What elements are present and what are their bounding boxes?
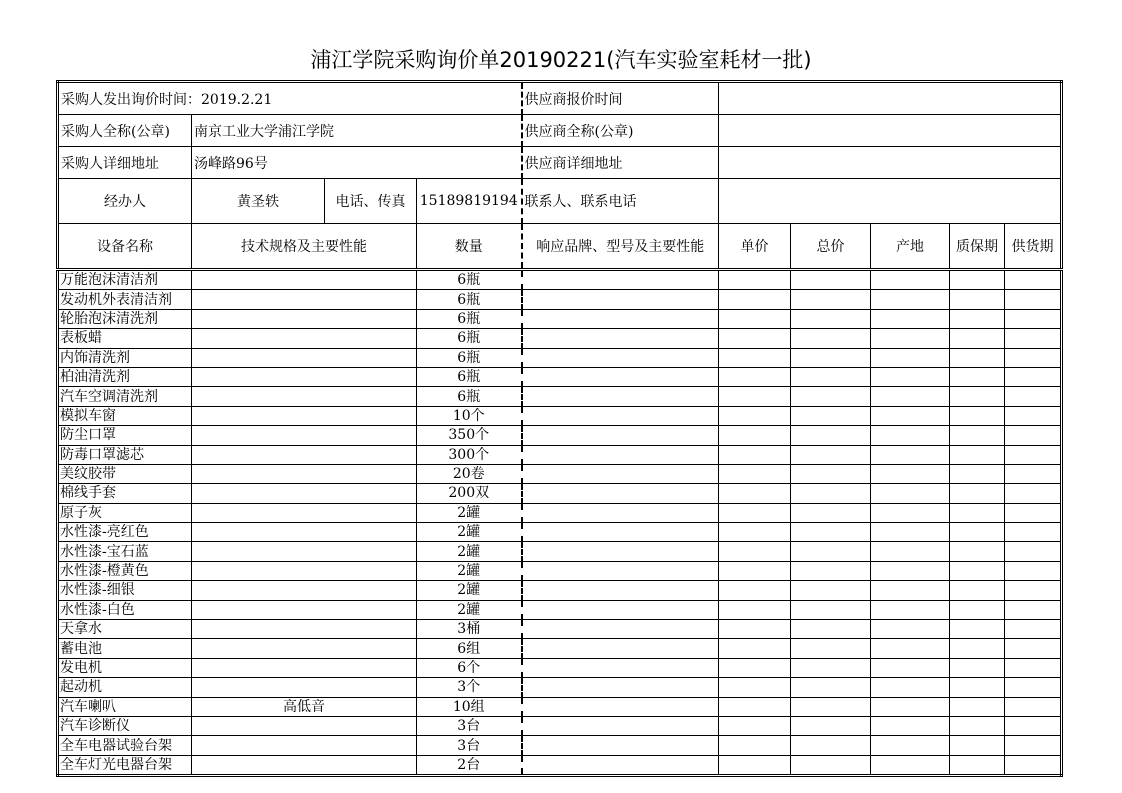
item-total-price-input[interactable]	[791, 484, 871, 503]
table-row	[58, 503, 1062, 522]
item-spec: 高低音	[192, 697, 417, 716]
supplier-name-value[interactable]	[719, 115, 1062, 147]
item-origin-input[interactable]	[871, 755, 950, 775]
item-origin-input[interactable]	[871, 581, 950, 600]
table-row	[58, 561, 1062, 580]
item-name: 蓄电池	[58, 639, 192, 658]
item-delivery-input[interactable]	[1005, 484, 1062, 503]
item-warranty-input[interactable]	[950, 581, 1005, 600]
item-delivery-input[interactable]	[1005, 348, 1062, 367]
table-row	[58, 387, 1062, 406]
contact-label: 联系人、联系电话	[522, 179, 719, 224]
item-origin-input[interactable]	[871, 523, 950, 542]
item-total-price-input[interactable]	[791, 581, 871, 600]
item-warranty-input[interactable]	[950, 755, 1005, 775]
table-row	[58, 600, 1062, 619]
item-brand-input[interactable]	[522, 406, 719, 425]
col-origin: 产地	[871, 224, 950, 270]
item-unit-price-input[interactable]	[719, 600, 791, 619]
item-delivery-input[interactable]	[1005, 581, 1062, 600]
item-name: 水性漆-橙黄色	[58, 561, 192, 580]
table-row	[58, 445, 1062, 464]
item-unit-price-input[interactable]	[719, 620, 791, 639]
item-warranty-input[interactable]	[950, 639, 1005, 658]
item-warranty-input[interactable]	[950, 387, 1005, 406]
item-qty: 2罐	[417, 581, 522, 600]
item-origin-input[interactable]	[871, 678, 950, 697]
item-total-price-input[interactable]	[791, 697, 871, 716]
item-total-price-input[interactable]	[791, 464, 871, 483]
header-row-name	[58, 115, 1062, 147]
item-total-price-input[interactable]	[791, 290, 871, 309]
item-origin-input[interactable]	[871, 620, 950, 639]
item-name: 表板蜡	[58, 329, 192, 348]
item-total-price-input[interactable]	[791, 503, 871, 522]
header-row-address	[58, 147, 1062, 179]
item-unit-price-input[interactable]	[719, 755, 791, 775]
item-delivery-input[interactable]	[1005, 406, 1062, 425]
item-warranty-input[interactable]	[950, 503, 1005, 522]
item-spec	[192, 678, 417, 697]
item-delivery-input[interactable]	[1005, 658, 1062, 677]
item-warranty-input[interactable]	[950, 716, 1005, 735]
item-name: 棉线手套	[58, 484, 192, 503]
buyer-address-label: 采购人详细地址	[58, 147, 192, 179]
item-origin-input[interactable]	[871, 367, 950, 386]
item-name: 汽车喇叭	[58, 697, 192, 716]
item-delivery-input[interactable]	[1005, 367, 1062, 386]
item-origin-input[interactable]	[871, 697, 950, 716]
item-delivery-input[interactable]	[1005, 464, 1062, 483]
item-qty: 10个	[417, 406, 522, 425]
item-qty: 2台	[417, 755, 522, 775]
item-total-price-input[interactable]	[791, 367, 871, 386]
item-delivery-input[interactable]	[1005, 503, 1062, 522]
table-row	[58, 523, 1062, 542]
item-brand-input[interactable]	[522, 329, 719, 348]
page-title: 浦江学院采购询价单20190221(汽车实验室耗材一批)	[310, 48, 812, 72]
item-qty: 6瓶	[417, 309, 522, 328]
item-unit-price-input[interactable]	[719, 445, 791, 464]
item-unit-price-input[interactable]	[719, 503, 791, 522]
item-origin-input[interactable]	[871, 639, 950, 658]
item-qty: 3台	[417, 736, 522, 755]
item-spec	[192, 542, 417, 561]
item-warranty-input[interactable]	[950, 290, 1005, 309]
table-row	[58, 658, 1062, 677]
supplier-name-label: 供应商全称(公章)	[522, 115, 719, 147]
col-qty: 数量	[417, 224, 522, 270]
item-name: 防毒口罩滤芯	[58, 445, 192, 464]
item-origin-input[interactable]	[871, 270, 950, 290]
item-delivery-input[interactable]	[1005, 445, 1062, 464]
handler-label: 经办人	[58, 179, 192, 224]
item-total-price-input[interactable]	[791, 426, 871, 445]
item-unit-price-input[interactable]	[719, 329, 791, 348]
item-qty: 3台	[417, 716, 522, 735]
item-delivery-input[interactable]	[1005, 561, 1062, 580]
item-spec	[192, 309, 417, 328]
item-name: 水性漆-白色	[58, 600, 192, 619]
item-qty: 6瓶	[417, 270, 522, 290]
item-delivery-input[interactable]	[1005, 716, 1062, 735]
item-total-price-input[interactable]	[791, 639, 871, 658]
item-spec	[192, 484, 417, 503]
item-warranty-input[interactable]	[950, 620, 1005, 639]
col-name: 设备名称	[58, 224, 192, 270]
item-origin-input[interactable]	[871, 387, 950, 406]
item-brand-input[interactable]	[522, 697, 719, 716]
item-name: 万能泡沫清洁剂	[58, 270, 192, 290]
issue-time-label: 采购人发出询价时间：2019.2.21	[58, 82, 522, 115]
item-origin-input[interactable]	[871, 484, 950, 503]
item-total-price-input[interactable]	[791, 620, 871, 639]
item-warranty-input[interactable]	[950, 367, 1005, 386]
item-brand-input[interactable]	[522, 561, 719, 580]
table-row	[58, 348, 1062, 367]
item-origin-input[interactable]	[871, 716, 950, 735]
table-row	[58, 755, 1062, 775]
item-total-price-input[interactable]	[791, 406, 871, 425]
item-warranty-input[interactable]	[950, 426, 1005, 445]
table-row	[58, 542, 1062, 561]
item-delivery-input[interactable]	[1005, 697, 1062, 716]
item-brand-input[interactable]	[522, 755, 719, 775]
header-row-contact	[58, 179, 1062, 224]
supplier-address-value[interactable]	[719, 147, 1062, 179]
item-brand-input[interactable]	[522, 678, 719, 697]
phone-value: 15189819194	[417, 179, 522, 224]
item-warranty-input[interactable]	[950, 542, 1005, 561]
item-name: 轮胎泡沫清洗剂	[58, 309, 192, 328]
item-origin-input[interactable]	[871, 542, 950, 561]
item-unit-price-input[interactable]	[719, 716, 791, 735]
item-origin-input[interactable]	[871, 290, 950, 309]
item-spec	[192, 348, 417, 367]
item-name: 模拟车窗	[58, 406, 192, 425]
item-qty: 3桶	[417, 620, 522, 639]
item-total-price-input[interactable]	[791, 561, 871, 580]
item-qty: 2罐	[417, 503, 522, 522]
item-warranty-input[interactable]	[950, 697, 1005, 716]
item-origin-input[interactable]	[871, 658, 950, 677]
col-spec: 技术规格及主要性能	[192, 224, 417, 270]
item-brand-input[interactable]	[522, 348, 719, 367]
col-delivery: 供货期	[1005, 224, 1062, 270]
item-qty: 350个	[417, 426, 522, 445]
item-name: 汽车诊断仪	[58, 716, 192, 735]
table-row	[58, 716, 1062, 735]
item-origin-input[interactable]	[871, 561, 950, 580]
item-brand-input[interactable]	[522, 581, 719, 600]
item-warranty-input[interactable]	[950, 445, 1005, 464]
table-row	[58, 426, 1062, 445]
item-unit-price-input[interactable]	[719, 484, 791, 503]
item-total-price-input[interactable]	[791, 600, 871, 619]
item-origin-input[interactable]	[871, 348, 950, 367]
item-unit-price-input[interactable]	[719, 309, 791, 328]
buyer-name-value: 南京工业大学浦江学院	[192, 115, 522, 147]
item-delivery-input[interactable]	[1005, 639, 1062, 658]
item-brand-input[interactable]	[522, 387, 719, 406]
item-brand-input[interactable]	[522, 600, 719, 619]
item-qty: 6瓶	[417, 367, 522, 386]
item-name: 美纹胶带	[58, 464, 192, 483]
item-qty: 200双	[417, 484, 522, 503]
item-spec	[192, 620, 417, 639]
item-name: 发动机外表清洁剂	[58, 290, 192, 309]
item-brand-input[interactable]	[522, 658, 719, 677]
item-spec	[192, 464, 417, 483]
inquiry-table	[56, 80, 1063, 777]
item-origin-input[interactable]	[871, 736, 950, 755]
item-unit-price-input[interactable]	[719, 581, 791, 600]
item-total-price-input[interactable]	[791, 329, 871, 348]
item-qty: 6个	[417, 658, 522, 677]
item-spec	[192, 387, 417, 406]
item-total-price-input[interactable]	[791, 716, 871, 735]
item-name: 原子灰	[58, 503, 192, 522]
table-row	[58, 620, 1062, 639]
item-spec	[192, 523, 417, 542]
item-unit-price-input[interactable]	[719, 561, 791, 580]
table-row	[58, 639, 1062, 658]
table-row	[58, 581, 1062, 600]
item-unit-price-input[interactable]	[719, 348, 791, 367]
item-delivery-input[interactable]	[1005, 620, 1062, 639]
item-total-price-input[interactable]	[791, 445, 871, 464]
item-unit-price-input[interactable]	[719, 387, 791, 406]
item-warranty-input[interactable]	[950, 600, 1005, 619]
item-qty: 3个	[417, 678, 522, 697]
item-name: 水性漆-宝石蓝	[58, 542, 192, 561]
item-total-price-input[interactable]	[791, 755, 871, 775]
item-spec	[192, 581, 417, 600]
item-total-price-input[interactable]	[791, 309, 871, 328]
item-spec	[192, 755, 417, 775]
item-brand-input[interactable]	[522, 523, 719, 542]
item-spec	[192, 503, 417, 522]
item-unit-price-input[interactable]	[719, 523, 791, 542]
item-spec	[192, 329, 417, 348]
header-row-issue-time	[58, 82, 1062, 115]
item-name: 柏油清洗剂	[58, 367, 192, 386]
col-total-price: 总价	[791, 224, 871, 270]
item-name: 起动机	[58, 678, 192, 697]
item-brand-input[interactable]	[522, 445, 719, 464]
item-qty: 2罐	[417, 561, 522, 580]
item-delivery-input[interactable]	[1005, 309, 1062, 328]
item-brand-input[interactable]	[522, 639, 719, 658]
item-brand-input[interactable]	[522, 716, 719, 735]
table-row	[58, 270, 1062, 290]
item-brand-input[interactable]	[522, 426, 719, 445]
item-unit-price-input[interactable]	[719, 290, 791, 309]
buyer-address-value: 汤峰路96号	[192, 147, 522, 179]
col-warranty: 质保期	[950, 224, 1005, 270]
item-delivery-input[interactable]	[1005, 600, 1062, 619]
item-total-price-input[interactable]	[791, 542, 871, 561]
item-qty: 6瓶	[417, 387, 522, 406]
item-spec	[192, 270, 417, 290]
contact-value[interactable]	[719, 179, 1062, 224]
item-name: 全车电器试验台架	[58, 736, 192, 755]
item-unit-price-input[interactable]	[719, 406, 791, 425]
item-origin-input[interactable]	[871, 309, 950, 328]
item-unit-price-input[interactable]	[719, 697, 791, 716]
item-brand-input[interactable]	[522, 620, 719, 639]
item-brand-input[interactable]	[522, 464, 719, 483]
item-origin-input[interactable]	[871, 464, 950, 483]
table-row	[58, 406, 1062, 425]
supplier-quote-time-value[interactable]	[719, 82, 1062, 115]
item-qty: 6组	[417, 639, 522, 658]
phone-label: 电话、传真	[325, 179, 417, 224]
item-name: 防尘口罩	[58, 426, 192, 445]
item-unit-price-input[interactable]	[719, 270, 791, 290]
item-warranty-input[interactable]	[950, 484, 1005, 503]
item-warranty-input[interactable]	[950, 678, 1005, 697]
item-qty: 300个	[417, 445, 522, 464]
item-delivery-input[interactable]	[1005, 387, 1062, 406]
handler-value: 黄圣轶	[192, 179, 325, 224]
item-delivery-input[interactable]	[1005, 290, 1062, 309]
item-spec	[192, 561, 417, 580]
item-name: 全车灯光电器台架	[58, 755, 192, 775]
item-name: 内饰清洗剂	[58, 348, 192, 367]
item-spec	[192, 658, 417, 677]
item-unit-price-input[interactable]	[719, 426, 791, 445]
item-total-price-input[interactable]	[791, 348, 871, 367]
item-spec	[192, 406, 417, 425]
item-unit-price-input[interactable]	[719, 367, 791, 386]
item-delivery-input[interactable]	[1005, 542, 1062, 561]
item-brand-input[interactable]	[522, 270, 719, 290]
item-unit-price-input[interactable]	[719, 542, 791, 561]
item-total-price-input[interactable]	[791, 678, 871, 697]
table-row	[58, 464, 1062, 483]
item-brand-input[interactable]	[522, 542, 719, 561]
item-qty: 2罐	[417, 523, 522, 542]
table-row	[58, 678, 1062, 697]
item-spec	[192, 639, 417, 658]
item-spec	[192, 600, 417, 619]
item-qty: 20卷	[417, 464, 522, 483]
item-qty: 2罐	[417, 600, 522, 619]
item-qty: 6瓶	[417, 329, 522, 348]
table-row	[58, 290, 1062, 309]
item-unit-price-input[interactable]	[719, 736, 791, 755]
table-row	[58, 367, 1062, 386]
item-qty: 2罐	[417, 542, 522, 561]
item-delivery-input[interactable]	[1005, 426, 1062, 445]
item-delivery-input[interactable]	[1005, 523, 1062, 542]
item-brand-input[interactable]	[522, 367, 719, 386]
table-row	[58, 736, 1062, 755]
item-warranty-input[interactable]	[950, 561, 1005, 580]
item-spec	[192, 426, 417, 445]
item-total-price-input[interactable]	[791, 387, 871, 406]
item-brand-input[interactable]	[522, 290, 719, 309]
item-origin-input[interactable]	[871, 600, 950, 619]
item-unit-price-input[interactable]	[719, 658, 791, 677]
item-delivery-input[interactable]	[1005, 329, 1062, 348]
item-total-price-input[interactable]	[791, 523, 871, 542]
item-warranty-input[interactable]	[950, 523, 1005, 542]
item-name: 发电机	[58, 658, 192, 677]
item-warranty-input[interactable]	[950, 348, 1005, 367]
item-warranty-input[interactable]	[950, 270, 1005, 290]
item-name: 水性漆-亮红色	[58, 523, 192, 542]
table-row	[58, 484, 1062, 503]
supplier-address-label: 供应商详细地址	[522, 147, 719, 179]
col-brand: 响应品牌、型号及主要性能	[522, 224, 719, 270]
item-origin-input[interactable]	[871, 503, 950, 522]
buyer-name-label: 采购人全称(公章)	[58, 115, 192, 147]
supplier-quote-time-label: 供应商报价时间	[522, 82, 719, 115]
item-warranty-input[interactable]	[950, 329, 1005, 348]
item-name: 天拿水	[58, 620, 192, 639]
item-delivery-input[interactable]	[1005, 678, 1062, 697]
item-spec	[192, 716, 417, 735]
item-warranty-input[interactable]	[950, 736, 1005, 755]
item-unit-price-input[interactable]	[719, 464, 791, 483]
item-delivery-input[interactable]	[1005, 270, 1062, 290]
item-brand-input[interactable]	[522, 484, 719, 503]
item-name: 水性漆-细银	[58, 581, 192, 600]
item-total-price-input[interactable]	[791, 736, 871, 755]
item-warranty-input[interactable]	[950, 406, 1005, 425]
item-delivery-input[interactable]	[1005, 755, 1062, 775]
item-brand-input[interactable]	[522, 309, 719, 328]
item-spec	[192, 367, 417, 386]
item-spec	[192, 736, 417, 755]
item-qty: 10组	[417, 697, 522, 716]
item-rows	[58, 270, 1062, 776]
table-row	[58, 697, 1062, 716]
item-origin-input[interactable]	[871, 406, 950, 425]
item-warranty-input[interactable]	[950, 464, 1005, 483]
item-total-price-input[interactable]	[791, 658, 871, 677]
item-origin-input[interactable]	[871, 329, 950, 348]
item-name: 汽车空调清洗剂	[58, 387, 192, 406]
item-total-price-input[interactable]	[791, 270, 871, 290]
item-spec	[192, 445, 417, 464]
item-spec	[192, 290, 417, 309]
item-warranty-input[interactable]	[950, 658, 1005, 677]
item-unit-price-input[interactable]	[719, 639, 791, 658]
item-warranty-input[interactable]	[950, 309, 1005, 328]
col-unit-price: 单价	[719, 224, 791, 270]
item-origin-input[interactable]	[871, 426, 950, 445]
item-brand-input[interactable]	[522, 736, 719, 755]
item-brand-input[interactable]	[522, 503, 719, 522]
table-row	[58, 329, 1062, 348]
item-qty: 6瓶	[417, 348, 522, 367]
item-delivery-input[interactable]	[1005, 736, 1062, 755]
table-row	[58, 309, 1062, 328]
column-header-row	[58, 224, 1062, 270]
item-unit-price-input[interactable]	[719, 678, 791, 697]
item-origin-input[interactable]	[871, 445, 950, 464]
item-qty: 6瓶	[417, 290, 522, 309]
